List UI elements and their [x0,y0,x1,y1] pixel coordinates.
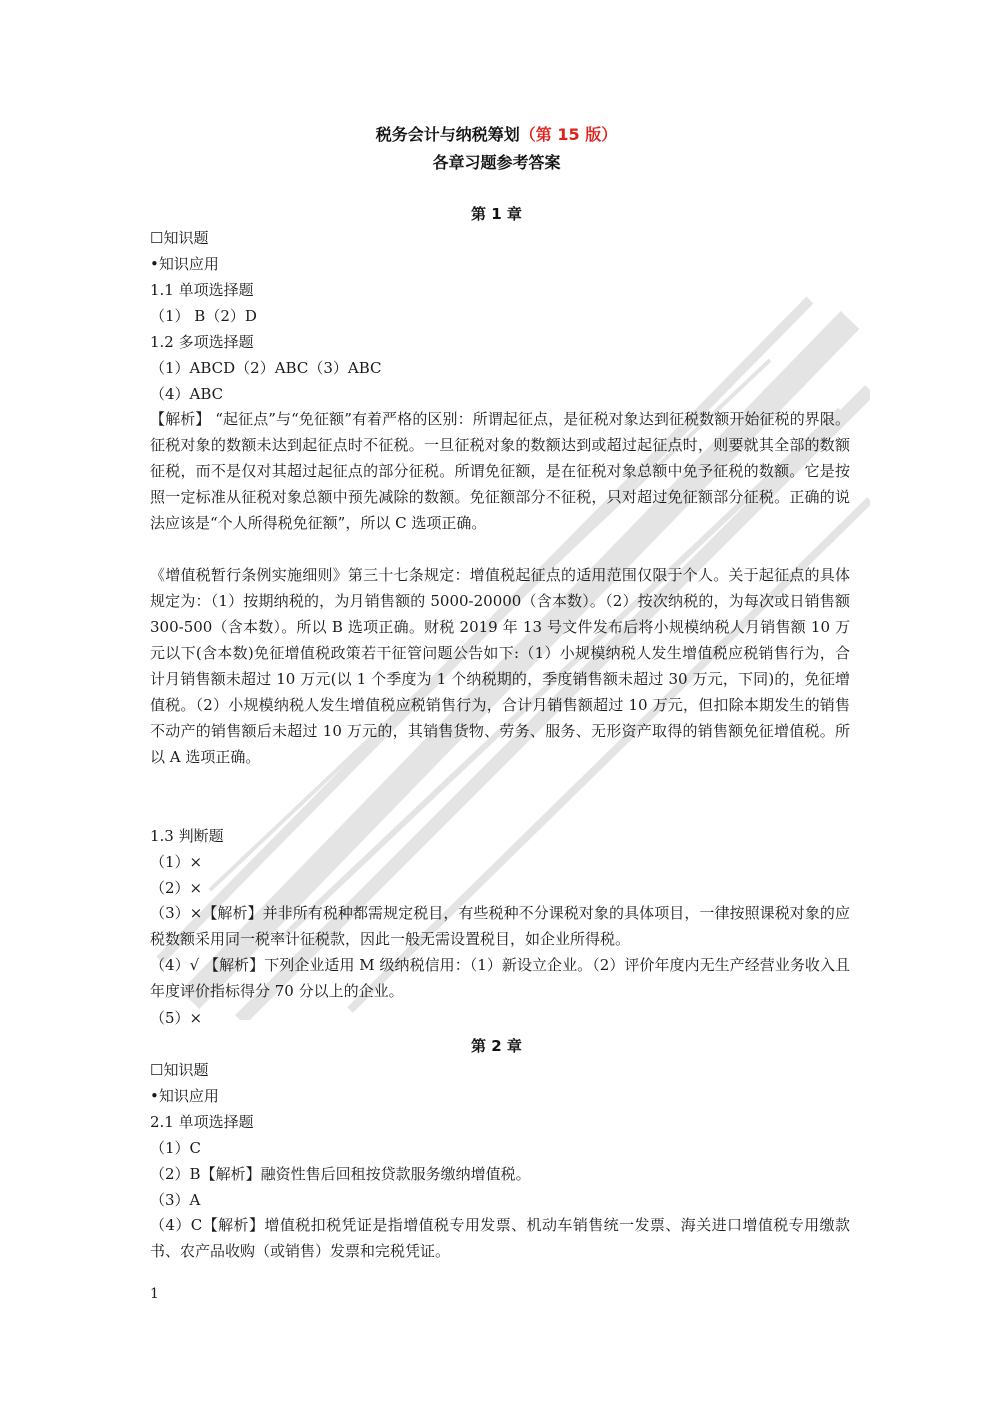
single-choice-heading: 1.1 单项选择题 [150,281,254,299]
edition-label: （第 15 版） [519,125,618,144]
single-choice-answers: （1） B（2）D [150,307,257,325]
ch2-answer-1: （1）C [150,1139,202,1157]
section-application: •知识应用 [150,255,219,273]
ch2-answer-3: （3）A [150,1191,201,1209]
multi-choice-heading: 1.2 多项选择题 [150,333,254,351]
section-application-2: •知识应用 [150,1087,219,1105]
multi-choice-answers: （1）ABCD（2）ABC（3）ABC [150,359,382,377]
judgment-heading: 1.3 判断题 [150,827,224,845]
chapter-1-heading: 第 1 章 [471,205,522,223]
judgment-2: （2）× [150,879,203,897]
ch2-answer-4: （4）C【解析】增值税扣税凭证是指增值税专用发票、机动车销售统一发票、海关进口增值税专用缴款书、农产品收购（或销售）发票和完税凭证。 [150,1216,850,1260]
judgment-1: （1）× [150,853,203,871]
judgment-4: （4）√ 【解析】下列企业适用 M 级纳税信用：（1）新设立企业。（2）评价年度内无生产经营业务收入且年度评价指标得分 70 分以上的企业。 [150,956,850,1000]
section-knowledge-2: ☐知识题 [150,1061,209,1079]
ch2-answer-2: （2）B【解析】融资性售后回租按贷款服务缴纳增值税。 [150,1165,531,1183]
document-subtitle: 各章习题参考答案 [432,153,561,172]
chapter-2-heading: 第 2 章 [471,1037,522,1055]
analysis-paragraph-1: 【解析】 “起征点”与“免征额”有着严格的区别：所谓起征点，是征税对象达到征税数额开始征税的界限。征税对象的数额未达到起征点时不征税。一旦征税对象的数额达到或超过起征点时，则要就其全部的数额征税，而不是仅对其超过起征点的部分征税。所谓免征额，是在征税对象总额中免予征税的数额。它是按照一定标准从征税对象总额中预先减除的数额。免征额部分不征税，只对超过免征额部分征税。正确的说法应该是“个人所得税免征额”，所以 C 选项正确。 [150,410,850,532]
page-number: 1 [150,1286,159,1302]
multi-choice-answers-4: （4）ABC [150,385,224,403]
document-title: 税务会计与纳税筹划（第 15 版） [375,125,618,144]
analysis-paragraph-2: 《增值税暂行条例实施细则》第三十七条规定：增值税起征点的适用范围仅限于个人。关于起征点的具体规定为：（1）按期纳税的，为月销售额的 5000-20000（含本数）。（2）按次纳税的，为每次或日销售额 300-500（含本数）。所以 B 选项正确。财税 2019 年 13 号文件发布后将小规模纳税人月销售额 10 万元以下(含本数)免征增值税政策若干征管问题公告如下:（1）小规模纳税人发生增值税应税销售行为，合计月销售额未超过 10 万元(以 1 个季度为 1 个纳税期的，季度销售额未超过 30 万元，下同)的，免征增值税。（2）小规模纳税人发生增值税应税销售行为，合计月销售额超过 10 万元，但扣除本期发生的销售不动产的销售额后未超过 10 万元的，其销售货物、劳务、服务、无形资产取得的销售额免征增值税。所以 A 选项正确。 [150,566,850,766]
judgment-5: （5）× [150,1009,203,1027]
judgment-3: （3）×【解析】并非所有税种都需规定税目，有些税种不分课税对象的具体项目，一律按照课税对象的应税数额采用同一税率计征税款，因此一般无需设置税目，如企业所得税。 [150,904,850,948]
section-knowledge: ☐知识题 [150,229,209,247]
single-choice-heading-2: 2.1 单项选择题 [150,1113,254,1131]
